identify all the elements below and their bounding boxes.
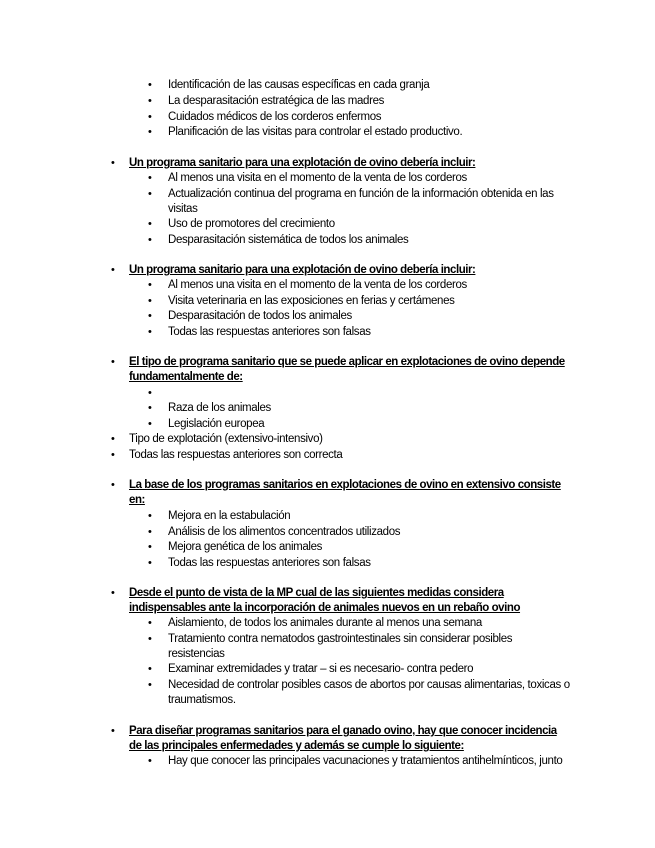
question-heading: Un programa sanitario para una explotación de ovino debería incluir:: [129, 264, 476, 276]
answer-option: Uso de promotores del crecimiento: [168, 218, 335, 230]
answer-option: Legislación europea: [168, 418, 265, 430]
answer-option: Raza de los animales: [168, 402, 271, 414]
answer-option: Visita veterinaria en las exposiciones en ferias y certámenes: [168, 295, 455, 307]
bullet: •: [148, 402, 152, 414]
question-heading-continuation: de las principales enfermedades y además se cumple lo siguiente:: [129, 740, 464, 752]
bullet: •: [148, 188, 152, 200]
answer-option: Desparasitación sistemática de todos los animales: [168, 234, 409, 246]
bullet: •: [148, 418, 152, 430]
list-item: Planificación de las visitas para controlar el estado productivo.: [168, 126, 463, 138]
bullet: •: [148, 279, 152, 291]
list-item: Identificación de las causas específicas en cada granja: [168, 79, 430, 91]
bullet: •: [148, 95, 152, 107]
answer-option: Necesidad de controlar posibles casos de abortos por causas alimentarias, toxicas o: [168, 679, 570, 691]
bullet: •: [148, 126, 152, 138]
answer-option: Tratamiento contra nematodos gastrointestinales sin considerar posibles: [168, 633, 513, 645]
bullet: •: [148, 526, 152, 538]
answer-option: Desparasitación de todos los animales: [168, 310, 352, 322]
bullet: •: [148, 633, 152, 645]
list-item: Cuidados médicos de los corderos enfermos: [168, 111, 382, 123]
bullet: •: [111, 725, 115, 737]
bullet: •: [148, 111, 152, 123]
answer-option: Mejora en la estabulación: [168, 510, 291, 522]
bullet: •: [148, 663, 152, 675]
answer-option: Aislamiento, de todos los animales durante al menos una semana: [168, 617, 482, 629]
bullet: •: [148, 510, 152, 522]
bullet: •: [148, 172, 152, 184]
bullet: •: [148, 755, 152, 767]
bullet: •: [111, 433, 115, 445]
answer-option: Mejora genética de los animales: [168, 541, 323, 553]
question-heading-continuation: en:: [129, 494, 145, 506]
bullet: •: [148, 387, 152, 399]
answer-option: Al menos una visita en el momento de la venta de los corderos: [168, 172, 467, 184]
bullet: •: [148, 234, 152, 246]
answer-option: Tipo de explotación (extensivo-intensivo): [129, 433, 323, 445]
question-heading: La base de los programas sanitarios en explotaciones de ovino en extensivo consiste: [129, 479, 561, 491]
bullet: •: [148, 295, 152, 307]
bullet: •: [111, 157, 115, 169]
bullet: •: [148, 79, 152, 91]
answer-option-continuation: traumatismos.: [168, 694, 236, 706]
question-heading-continuation: fundamentalmente de:: [129, 371, 243, 383]
bullet: •: [148, 617, 152, 629]
bullet: •: [148, 679, 152, 691]
answer-option-continuation: resistencias: [168, 648, 225, 660]
question-heading-continuation: indispensables ante la incorporación de animales nuevos en un rebaño ovino: [129, 602, 521, 614]
bullet: •: [111, 587, 115, 599]
answer-option: Examinar extremidades y tratar – si es necesario- contra pedero: [168, 663, 474, 675]
question-heading: Para diseñar programas sanitarios para el ganado ovino, hay que conocer incidencia: [129, 725, 557, 737]
answer-option: Todas las respuestas anteriores son falsas: [168, 557, 371, 569]
answer-option: Actualización continua del programa en función de la información obtenida en las: [168, 188, 554, 200]
bullet: •: [111, 356, 115, 368]
bullet: •: [148, 557, 152, 569]
answer-option: Análisis de los alimentos concentrados utilizados: [168, 526, 401, 538]
answer-option: Todas las respuestas anteriores son falsas: [168, 326, 371, 338]
answer-option: Al menos una visita en el momento de la venta de los corderos: [168, 279, 467, 291]
bullet: •: [148, 541, 152, 553]
answer-option: Todas las respuestas anteriores son correcta: [129, 449, 343, 461]
bullet: •: [111, 449, 115, 461]
question-heading: Un programa sanitario para una explotación de ovino debería incluir:: [129, 157, 476, 169]
bullet: •: [111, 264, 115, 276]
question-heading: Desde el punto de vista de la MP cual de las siguientes medidas considera: [129, 587, 504, 599]
answer-option: Hay que conocer las principales vacunaciones y tratamientos antihelmínticos, junto: [168, 755, 563, 767]
bullet: •: [148, 310, 152, 322]
list-item: La desparasitación estratégica de las madres: [168, 95, 385, 107]
question-heading: El tipo de programa sanitario que se puede aplicar en explotaciones de ovino depende: [129, 356, 565, 368]
bullet: •: [148, 218, 152, 230]
answer-option-continuation: visitas: [168, 203, 198, 215]
bullet: •: [148, 326, 152, 338]
bullet: •: [111, 479, 115, 491]
